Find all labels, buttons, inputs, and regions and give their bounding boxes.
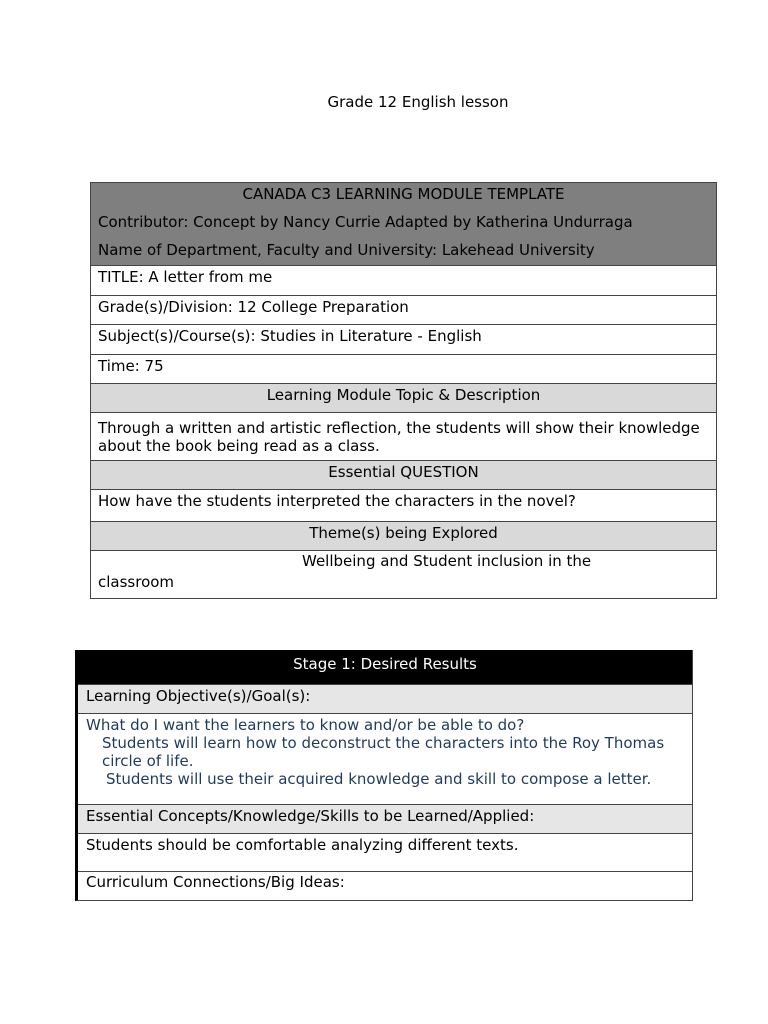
subject-row: Subject(s)/Course(s): Studies in Literature - English: [91, 324, 716, 354]
question-heading-row: Essential QUESTION: [91, 460, 716, 489]
theme-text-line-2: classroom: [98, 573, 175, 591]
theme-text-line-1: Wellbeing and Student inclusion in the: [302, 552, 592, 570]
objectives-row: [78, 713, 692, 804]
concepts-text-row: Students should be comfortable analyzing different texts.: [78, 833, 692, 871]
learning-module-table: [90, 182, 717, 599]
question-text-row: How have the students interpreted the characters in the novel?: [91, 489, 716, 521]
concepts-label-row: Essential Concepts/Knowledge/Skills to be Learned/Applied:: [78, 804, 692, 833]
objectives-label-row: Learning Objective(s)/Goal(s):: [78, 684, 692, 713]
contributor-line: Contributor: Concept by Nancy Currie Adapted by Katherina Undurraga: [98, 213, 633, 231]
time-row: Time: 75: [91, 354, 716, 383]
objective-1: Students will learn how to deconstruct the characters into the Roy Thomas circle of life.: [102, 734, 665, 770]
objectives-question: What do I want the learners to know and/or be able to do?: [86, 716, 525, 734]
module-template-heading: CANADA C3 LEARNING MODULE TEMPLATE: [242, 185, 565, 203]
theme-text-row: [91, 550, 716, 598]
objective-2: Students will use their acquired knowledge and skill to compose a letter.: [106, 770, 652, 788]
document-title: Grade 12 English lesson: [327, 93, 509, 111]
department-line: Name of Department, Faculty and University: Lakehead University: [98, 241, 595, 259]
module-header-block: [91, 183, 716, 265]
stage1-header: Stage 1: Desired Results: [78, 650, 692, 684]
theme-heading-row: Theme(s) being Explored: [91, 521, 716, 550]
curriculum-label-row: Curriculum Connections/Big Ideas:: [78, 871, 692, 900]
grade-row: Grade(s)/Division: 12 College Preparation: [91, 295, 716, 324]
topic-heading-row: Learning Module Topic & Description: [91, 383, 716, 412]
title-row: TITLE: A letter from me: [91, 265, 716, 295]
topic-description-row: Through a written and artistic reflection, the students will show their knowledge about the book being read as a class.: [91, 412, 716, 460]
stage1-table: [75, 650, 693, 901]
